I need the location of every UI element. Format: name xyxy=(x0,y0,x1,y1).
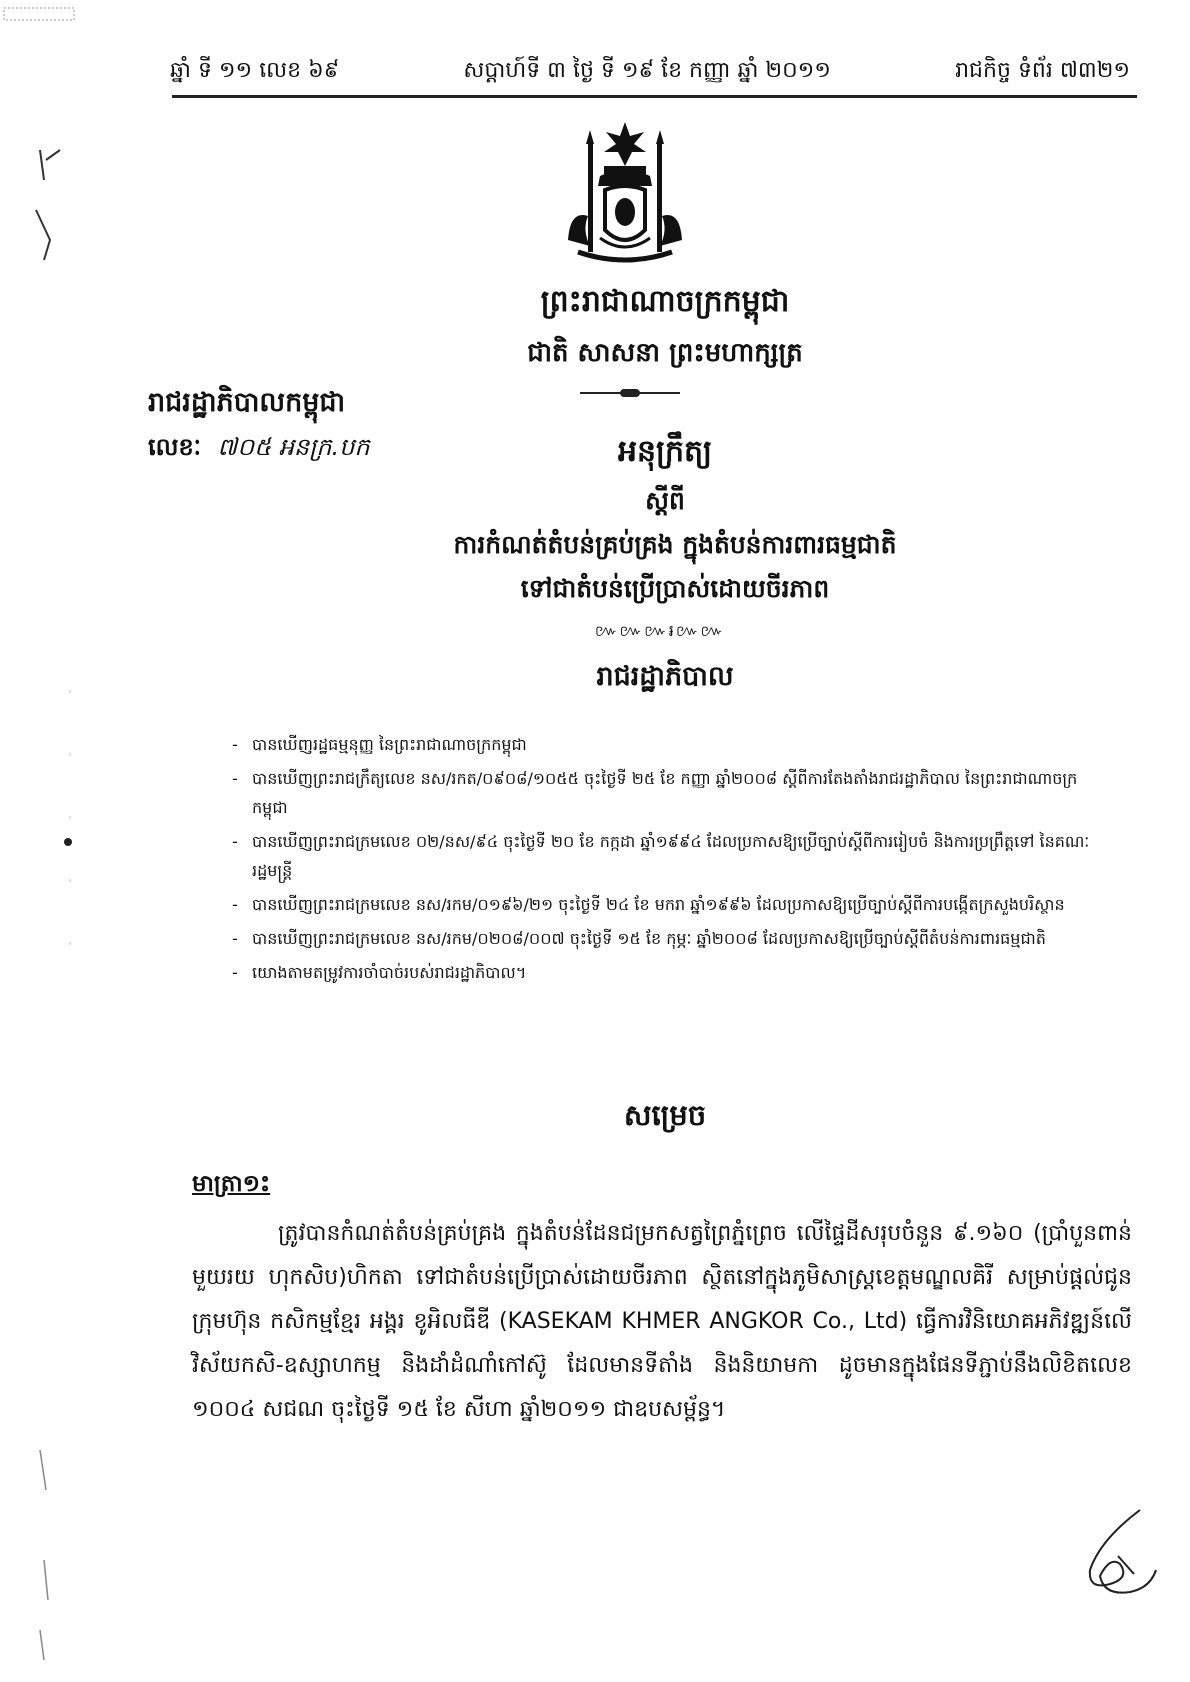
motto-divider xyxy=(580,392,680,394)
document-title-line-1: ការកំណត់តំបន់គ្រប់គ្រង ក្នុងតំបន់ការពារធម្មជាតិ xyxy=(453,530,897,559)
section-decision: សម្រេច xyxy=(623,1098,707,1132)
section-government: រាជរដ្ឋាភិបាល xyxy=(596,661,734,692)
header-divider xyxy=(172,95,1137,98)
issuing-government: រាជរដ្ឋាភិបាលកម្ពុជា xyxy=(148,387,346,418)
legal-citations-list xyxy=(232,730,1092,992)
document-about: ស្តីពី xyxy=(645,486,685,515)
kingdom-name: ព្រះរាជាណាចក្រកម្ពុជា xyxy=(540,284,790,319)
document-type: អនុក្រឹត្យ xyxy=(617,434,713,469)
national-motto: ជាតិ សាសនា ព្រះមហាក្សត្រ xyxy=(527,338,803,368)
gazette-page-number: រាជកិច្ច ទំព័រ ៧៣២១ xyxy=(955,58,1130,83)
citation-item: - បានឃើញព្រះរាជក្រមលេខ នស/រកម/០២០៨/០០៧ ចុះថ្ងៃទី ១៥ ខែ កុម្ភៈ ឆ្នាំ២០០៨ ដែលប្រកាសឱ្យប្រើច្បាប់ស្តីពីតំបន់ការពារធម្មជាតិ xyxy=(232,924,1092,953)
document-number-value: ៧០៥ អនក្រ.បក xyxy=(217,433,370,461)
citation-item: - បានឃើញព្រះរាជក្រមលេខ នស/រកម/០១៩៦/២១ ចុះថ្ងៃទី ២៤ ខែ មករា ឆ្នាំ១៩៩៦ ដែលប្រកាសឱ្យប្រើច្បាប់ស្តីពីការបង្កើតក្រសួងបរិស្ថាន xyxy=(232,890,1092,919)
royal-coat-of-arms-icon xyxy=(560,120,690,268)
citation-item: - បានឃើញព្រះរាជក្រឹត្យលេខ នស/រកត/០៩០៨/១០៥៥ ចុះថ្ងៃទី ២៥ ខែ កញ្ញា ឆ្នាំ២០០៨ ស្តីពីការតែងតាំងរាជរដ្ឋាភិបាល នៃព្រះរាជាណាចក្រកម្ពុជា xyxy=(232,764,1092,822)
title-ornament: ៚៚៚៛៚៚ xyxy=(594,621,726,640)
citation-item: - យោងតាមតម្រូវការចាំបាច់របស់រាជរដ្ឋាភិបាល។ xyxy=(232,958,1092,987)
gazette-issue: ឆ្នាំ ទី ១១ លេខ ៦៩ xyxy=(170,58,340,83)
citation-item: - បានឃើញព្រះរាជក្រមលេខ ០២/នស/៩៤ ចុះថ្ងៃទី ២០ ខែ កក្កដា ឆ្នាំ១៩៩៤ ដែលប្រកាសឱ្យប្រើច្បាប់ស្តីពីការរៀបចំ និងការប្រព្រឹត្តទៅ នៃគណៈរដ្ឋមន្ត្រី xyxy=(232,827,1092,885)
gazette-header xyxy=(170,50,1130,94)
scan-margin-marks xyxy=(0,0,90,1682)
document-number xyxy=(148,432,370,467)
gazette-date: សប្តាហ៍ទី ៣ ថ្ងៃ ទី ១៩ ខែ កញ្ញា ឆ្នាំ ២០១១ xyxy=(463,58,831,83)
article-title: មាត្រា១ះ xyxy=(192,1171,271,1197)
article-body: ត្រូវបានកំណត់តំបន់គ្រប់គ្រង ក្នុងតំបន់ដែនជម្រកសត្វព្រៃភ្នំព្រេច លើផ្ទៃដីសរុបចំនួន ៩.១៦០ (ប្រាំបួនពាន់ មួយរយ ហុកសិប)ហិកតា ទៅជាតំបន់ប្រើប្រាស់ដោយចីរភាព ស្ថិតនៅក្នុងភូមិសាស្ត្រខេត្តមណ្ឌលគិរី សម្រាប់ផ្តល់ជូនក្រុមហ៊ុន កសិកម្មខ្មែរ អង្គរ ខូអិលធីឌី (KASEKAM KHMER ANGKOR Co., Ltd) ធ្វើការវិនិយោគអភិវឌ្ឍន៍លើវិស័យកសិ-ឧស្សាហកម្ម និងដាំដំណាំកៅស៊ូ ដែលមានទីតាំង និងនិយាមកា ដូចមានក្នុងផែនទីភ្ជាប់នឹងលិខិតលេខ ១០០៤ សជណ ចុះថ្ងៃទី ១៥ ខែ សីហា ឆ្នាំ២០១១ ជាឧបសម្ព័ន្ធ។ xyxy=(192,1221,1132,1422)
handwritten-initials-signature xyxy=(1060,1500,1180,1610)
document-number-label: លេខៈ xyxy=(148,433,202,461)
document-title-line-2: ទៅជាតំបន់ប្រើប្រាស់ដោយចីរភាព xyxy=(520,574,830,603)
citation-item: - បានឃើញរដ្ឋធម្មនុញ្ញ នៃព្រះរាជាណាចក្រកម្ពុជា xyxy=(232,730,1092,759)
